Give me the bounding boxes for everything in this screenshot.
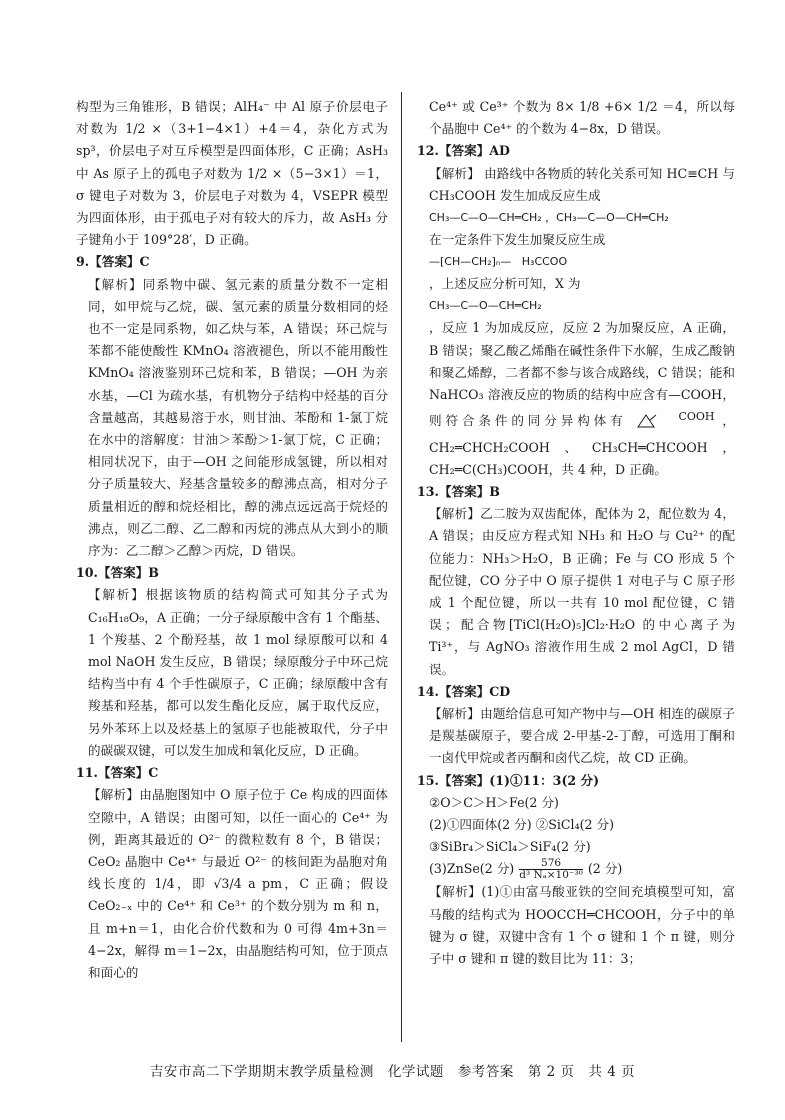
answer-q12: 12.【答案】AD: [417, 143, 510, 159]
analysis-q13: 【解析】乙二胺为双齿配体，配体为 2，配位数为 4，A 错误；由反应方程式知 NH₃ 和 H₂O 与 Cu²⁺ 的配位能力：NH₃＞H₂O，B 正确；Fe 与 CO 形成 5 个配位键，CO 分子中 O 原子提供 1 对电子与 C 原子形成 1 个配位键，所以一共有 10 mol 配位键，C 错误；配合物[TiCl(H₂O)₅]Cl₂·H₂O 的中心离子为 Ti³⁺，与 AgNO₃ 溶液作用生成 2 mol AgCl，D 错误。: [429, 506, 735, 677]
paragraph-q11-continued: Ce⁴⁺ 或 Ce³⁺ 个数为 8× 1/8 +6× 1/2 ＝4，所以每个晶胞中 Ce⁴⁺ 的个数为 4−8x，D 错误。: [429, 99, 735, 137]
answer-q15-5: [417, 858, 735, 881]
right-column: [417, 96, 735, 970]
left-column: [76, 96, 388, 984]
analysis-q14: 【解析】由题给信息可知产物中与—OH 相连的碳原子是羰基碳原子，要合成 2-甲基-2-丁醇，可选用丁酮和一卤代甲烷或者丙酮和卤代乙烷，故 CD 正确。: [429, 705, 735, 766]
structure-x: CH₃—C—O—CH═CH₂: [429, 299, 542, 313]
analysis-q12-text: ，反应 1 为加成反应，反应 2 为加聚反应，A 正确，B 错误；聚乙酸乙烯酯在碱性条件下水解，生成乙酸钠和聚乙烯醇，二者都不参与该合成路线，C 错误；能和 NaHCO₃ 溶液反应的物质的结构中应含有—COOH，则符合条件的同分异构体有: [429, 320, 735, 429]
answer-q15: 15.【答案】(1)①11：3(2 分): [417, 772, 600, 788]
analysis-q12-part2: 在一定条件下发生加聚反应生成: [429, 232, 606, 248]
analysis-q9: 【解析】同系物中碳、氢元素的质量分数不一定相同，如甲烷与乙烷，碳、氢元素的质量分数相同的烃也不一定是同系物，如乙炔与苯，A 错误；环己烷与苯都不能使酸性 KMnO₄ 溶液褪色，所以不能用酸性 KMnO₄ 溶液鉴别环己烷和苯，B 错误；—OH 为亲水基，—Cl 为疏水基，有机物分子结构中烃基的百分含量越高，其越易溶于水，则甘油、苯酚和 1-氯丁烷在水中的溶解度：甘油＞苯酚＞1-氯丁烷，C 正确；相同状况下，由于—OH 之间能形成氢键，所以相对分子质量较大、羟基含量较多的醇沸点高，相对分子质量相近的醇和烷烃相比，醇的沸点远远高于烷烃的沸点，则乙二醇、乙二醇和丙烷的沸点从大到小的顺序为：乙二醇＞乙醇＞丙烷，D 错误。: [88, 276, 388, 559]
answer-q15-5-label: (3)ZnSe(2 分): [429, 861, 515, 877]
analysis-q12-text-end: ，CH₂═CHCH₂COOH、CH₃CH═CHCOOH，CH₂═C(CH₃)COOH，共 4 种，D 正确。: [429, 413, 735, 477]
answer-q14: 14.【答案】CD: [417, 683, 511, 699]
answer-q13: 13.【答案】B: [417, 483, 500, 499]
answer-q10: 10.【答案】B: [76, 565, 159, 581]
answer-q9: 9.【答案】C: [76, 254, 150, 270]
page-footer: 吉安市高二下学期期末教学质量检测 化学试题 参考答案 第 2 页 共 4 页: [149, 1064, 636, 1080]
answer-q11: 11.【答案】C: [76, 765, 159, 781]
answer-q15-2: ②O＞C＞H＞Fe(2 分): [429, 794, 559, 810]
cooh-label: COOH: [678, 410, 715, 424]
answer-q15-3: (2)①四面体(2 分) ②SiCl₄(2 分): [429, 816, 615, 832]
cyclopropane-icon: [634, 407, 678, 436]
column-divider: [401, 92, 402, 1042]
structure-vinyl-acetate-pair: CH₃—C—O—CH═CH₂ ，CH₃—C—O—CH═CH₂: [429, 211, 669, 225]
analysis-q12-part4: [417, 317, 735, 481]
analysis-q11: 【解析】由晶胞图知中 O 原子位于 Ce 构成的四面体空隙中，A 错误；由图可知，以任一面心的 Ce⁴⁺ 为例，距离其最近的 O²⁻ 的微粒数有 8 个，B 错误；CeO₂ 晶胞中 Ce⁴⁺ 与最近 O²⁻ 的核间距为晶胞对角线长度的 1/4，即 √3/4 a pm，C 正确；假设 CeO₂₋ₓ 中的 Ce⁴⁺ 和 Ce³⁺ 的个数分别为 m 和 n，且 m+n＝1，由化合价代数和为 0 可得 4m+3n＝4−2x，解得 m＝1−2x，由晶胞结构可知，位于顶点和面心的: [88, 787, 388, 980]
density-denominator: d³ Nₐ×10⁻³⁰: [519, 869, 583, 882]
paragraph-q8-continued: 构型为三角锥形，B 错误；AlH₄⁻ 中 Al 原子价层电子对数为 1/2 ×（3+1−4×1）+4＝4，杂化方式为 sp³，价层电子对互斥模型是四面体形，C 正确；AsH₃ 中 As 原子上的孤电子对数为 1/2 ×（5−3×1）＝1，σ 键电子对数为 3，价层电子对数为 4，VSEPR 模型为四面体形，由于孤电子对有较大的斥力，故 AsH₃ 分子键角小于 109°28′，D 正确。: [76, 99, 388, 248]
density-numerator: 576: [541, 857, 562, 870]
analysis-q15: 【解析】(1)①由富马酸亚铁的空间充填模型可知，富马酸的结构式为 HOOCCH═CHCOOH，分子中的单键为 σ 键，双键中含有 1 个 σ 键和 1 个 π 键，则分子中 σ 键和 π 键的数目比为 11：3；: [429, 884, 735, 966]
analysis-q10: 【解析】根据该物质的结构简式可知其分子式为 C₁₆H₁₈O₉，A 正确；一分子绿原酸中含有 1 个酯基、1 个羧基、2 个酚羟基，故 1 mol 绿原酸可以和 4 mol NaOH 发生反应，B 错误；绿原酸分子中环己烷结构当中有 4 个手性碳原子，C 正确；绿原酸中含有羧基和羟基，都可以发生酯化反应，属于取代反应，另外苯环上以及烃基上的氢原子也能被取代，分子中的碳碳双键，可以发生加成和氧化反应，D 正确。: [88, 587, 388, 758]
density-fraction: [519, 858, 583, 881]
analysis-q12-part1: 【解析】 由路线中各物质的转化关系可知 HC≡CH 与 CH₃COOH 发生加成反应生成: [429, 165, 735, 203]
answer-q15-5-score: (2 分): [587, 861, 623, 877]
answer-q15-4: ③SiBr₄＞SiCl₄＞SiF₄(2 分): [429, 839, 591, 855]
analysis-q12-part3: ，上述反应分析可知，X 为: [429, 276, 581, 292]
structure-polymer: —[CH—CH₂]ₙ— H₃CCOO: [429, 255, 568, 269]
